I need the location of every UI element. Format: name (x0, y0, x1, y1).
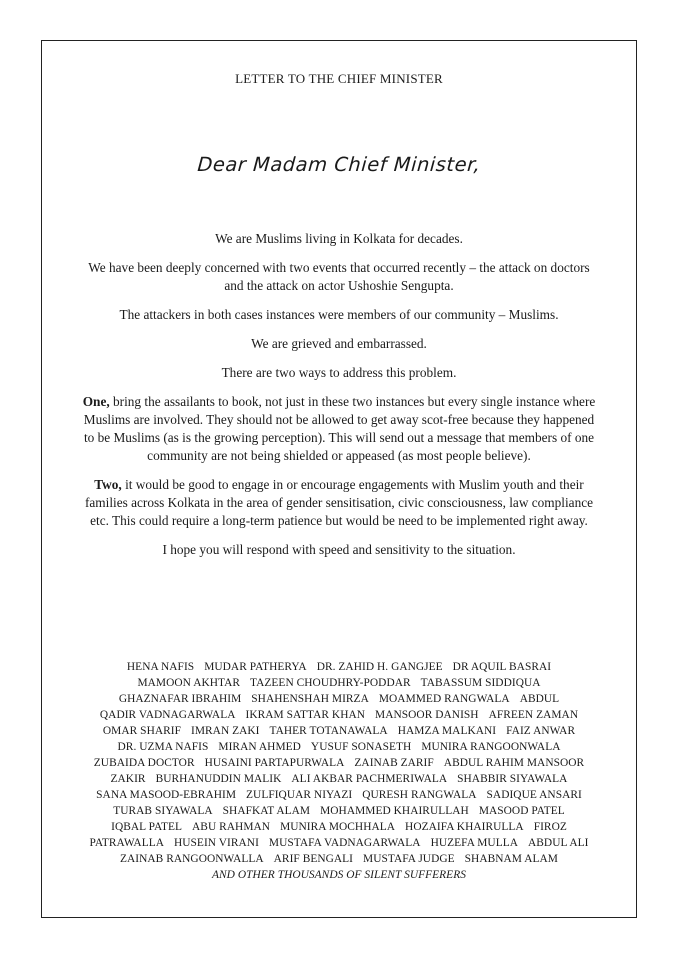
signatory-name: IKRAM SATTAR KHAN (245, 709, 366, 721)
signatory-name: MUNIRA MOCHHALA (280, 821, 396, 833)
signatory-name: MANSOOR DANISH (375, 709, 479, 721)
signatory-line (62, 835, 616, 851)
paragraph-7-lead: Two, (94, 477, 122, 492)
signatory-name: IMRAN ZAKI (191, 725, 260, 737)
signatory-name: AFREEN ZAMAN (488, 709, 579, 721)
signatory-name: ZAKIR (110, 773, 146, 785)
paragraph-1: We are Muslims living in Kolkata for decades. (215, 231, 463, 246)
signatory-name: HOZAIFA KHAIRULLA (405, 821, 524, 833)
signatory-line (62, 755, 616, 771)
signatory-line (62, 707, 616, 723)
signatory-name: SHAHENSHAH MIRZA (251, 693, 369, 705)
signatory-name: DR. ZAHID H. GANGJEE (316, 661, 443, 673)
signatory-line (62, 819, 616, 835)
letter-body (78, 230, 600, 570)
signatory-name: HUSEIN VIRANI (174, 837, 259, 849)
signatory-line (62, 675, 616, 691)
signatory-name: MOAMMED RANGWALA (378, 693, 510, 705)
signatory-line (62, 691, 616, 707)
signatory-name: ZULFIQUAR NIYAZI (246, 789, 353, 801)
signatory-name: SANA MASOOD-EBRAHIM (96, 789, 237, 801)
signatory-name: HUSAINI PARTAPURWALA (204, 757, 345, 769)
signatory-line (62, 723, 616, 739)
signatory-name: ZUBAIDA DOCTOR (93, 757, 195, 769)
signatory-name: MIRAN AHMED (218, 741, 301, 753)
signatory-name: ZAINAB RANGOONWALLA (120, 853, 264, 865)
signatory-name: MUSTAFA VADNAGARWALA (268, 837, 421, 849)
closing-line: AND OTHER THOUSANDS OF SILENT SUFFERERS (212, 869, 466, 881)
signatory-name: MUSTAFA JUDGE (363, 853, 455, 865)
signatory-name: ALI AKBAR PACHMERIWALA (291, 773, 448, 785)
signatory-name: SHABNAM ALAM (464, 853, 558, 865)
signatory-line (62, 739, 616, 755)
paragraph-4: We are grieved and embarrassed. (251, 336, 427, 351)
signatory-name: TAZEEN CHOUDHRY-PODDAR (250, 677, 411, 689)
signatory-name: BURHANUDDIN MALIK (155, 773, 282, 785)
signatory-name: QURESH RANGWALA (362, 789, 477, 801)
paragraph-3: The attackers in both cases instances were members of our community – Muslims. (119, 307, 559, 322)
signatory-name: ZAINAB ZARIF (354, 757, 434, 769)
signatory-name: MASOOD PATEL (478, 805, 565, 817)
paragraph-7 (78, 476, 600, 530)
signatory-name: OMAR SHARIF (102, 725, 181, 737)
signatory-name: QADIR VADNAGARWALA (99, 709, 236, 721)
signatory-name: ABU RAHMAN (192, 821, 271, 833)
signatory-name: GHAZNAFAR IBRAHIM (118, 693, 242, 705)
paragraph-6-lead: One, (82, 394, 110, 409)
signatory-name: MOHAMMED KHAIRULLAH (320, 805, 469, 817)
signatory-line (62, 771, 616, 787)
signatory-name: MUDAR PATHERYA (204, 661, 307, 673)
signatory-name: PATRAWALLA (89, 837, 164, 849)
signatory-name: DR AQUIL BASRAI (452, 661, 552, 673)
paragraph-6-text: bring the assailants to book, not just in these two instances but every single instance where Muslims are involved. They should not be allowed to get away scot-free because they happened to be Muslims (as is the growing perception). This will send out a message that members of one community are not being shielded or appeased (as most people believe). (83, 394, 596, 463)
signatory-name: FIROZ (533, 821, 567, 833)
paragraph-2: We have been deeply concerned with two events that occurred recently – the attack on doctors and the attack on actor Ushoshie Sengupta. (88, 260, 590, 293)
letter-frame (41, 40, 637, 918)
signatory-name: HUZEFA MULLA (430, 837, 518, 849)
signatory-name: YUSUF SONASETH (310, 741, 412, 753)
signatory-name: ABDUL ALI (528, 837, 589, 849)
signatory-name: SHABBIR SIYAWALA (457, 773, 568, 785)
signatory-line (62, 803, 616, 819)
letter-heading: LETTER TO THE CHIEF MINISTER (235, 71, 443, 86)
signatory-name: ARIF BENGALI (273, 853, 354, 865)
signatory-name: SHAFKAT ALAM (222, 805, 311, 817)
signatory-line (62, 851, 616, 867)
signatory-name: SADIQUE ANSARI (486, 789, 582, 801)
signatory-list (62, 659, 616, 883)
signatory-name: MUNIRA RANGOONWALA (421, 741, 561, 753)
signatory-name: DR. UZMA NAFIS (117, 741, 209, 753)
paragraph-5: There are two ways to address this problem. (221, 365, 457, 380)
signatory-name: TABASSUM SIDDIQUA (420, 677, 541, 689)
signatory-line (62, 659, 616, 675)
signatory-name: FAIZ ANWAR (506, 725, 576, 737)
signatory-name: ABDUL (519, 693, 560, 705)
salutation: Dear Madam Chief Minister, (196, 153, 482, 176)
paragraph-6 (78, 393, 600, 465)
signatory-name: HAMZA MALKANI (397, 725, 497, 737)
paragraph-7-text: it would be good to engage in or encourage engagements with Muslim youth and their families across Kolkata in the area of gender sensitisation, civic consciousness, law compliance etc. This could require a long-term patience but would be need to be implemented right away. (84, 477, 594, 528)
signatory-name: ABDUL RAHIM MANSOOR (443, 757, 585, 769)
signatory-name: MAMOON AKHTAR (137, 677, 241, 689)
signatory-name: TAHER TOTANAWALA (269, 725, 388, 737)
paragraph-8: I hope you will respond with speed and sensitivity to the situation. (162, 542, 516, 557)
signatory-name: IQBAL PATEL (111, 821, 183, 833)
signatory-name: HENA NAFIS (126, 661, 195, 673)
signatory-name: TURAB SIYAWALA (113, 805, 213, 817)
signatory-line (62, 787, 616, 803)
